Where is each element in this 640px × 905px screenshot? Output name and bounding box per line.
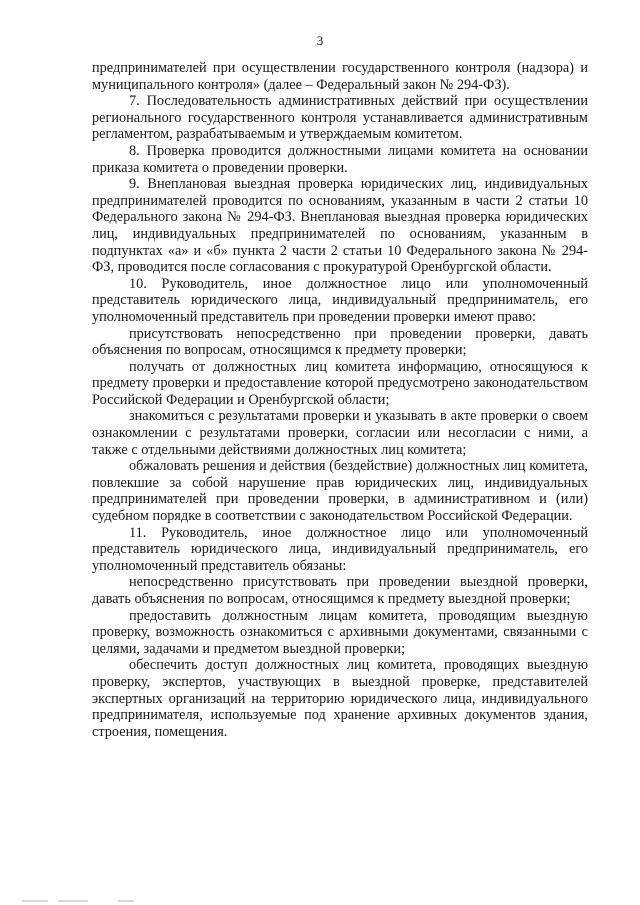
paragraph-item-11-duty-1: непосредственно присутствовать при проведении выездной проверки, давать объяснения по вопросам, относящимся к предмету выездной проверки;: [92, 574, 588, 607]
scan-artifact: [22, 900, 48, 902]
paragraph-item-11: 11. Руководитель, иное должностное лицо или уполномоченный представитель юридического лица, индивидуальный предприниматель, его уполномоченный представитель обязаны:: [92, 524, 588, 574]
document-body: [92, 60, 588, 740]
paragraph-item-10: 10. Руководитель, иное должностное лицо или уполномоченный представитель юридического лица, индивидуальный предприниматель, его уполномоченный представитель при проведении проверки имеют право:: [92, 275, 588, 325]
paragraph-item-10-right-2: получать от должностных лиц комитета информацию, относящуюся к предмету проверки и предоставление которой предусмотрено законодательством Российской Федерации и Оренбургской области;: [92, 358, 588, 408]
paragraph-item-10-right-1: присутствовать непосредственно при проведении проверки, давать объяснения по вопросам, относящимся к предмету проверки;: [92, 325, 588, 359]
paragraph-continuation: предпринимателей при осуществлении государственного контроля (надзора) и муниципального контроля» (далее – Федеральный закон № 294-ФЗ).: [92, 60, 588, 93]
paragraph-item-10-right-4: обжаловать решения и действия (бездействие) должностных лиц комитета, повлекшие за собой нарушение прав юридических лиц, индивидуальных предпринимателей при проведении проверки, в административном и (или) судебном порядке в соответствии с законодательством Российской Федерации.: [92, 458, 588, 525]
paragraph-item-11-duty-3: обеспечить доступ должностных лиц комитета, проводящих выездную проверку, экспертов, участвующих в выездной проверке, представителей экспертных организаций на территорию юридического лица, индивидуального предпринимателя, используемые под хранение архивных документов здания, строения, помещения.: [92, 657, 588, 740]
scan-artifact: [58, 900, 88, 902]
page-number: 3: [316, 33, 324, 48]
paragraph-item-8: 8. Проверка проводится должностными лицами комитета на основании приказа комитета о проведении проверки.: [92, 142, 588, 176]
paragraph-item-9: 9. Внеплановая выездная проверка юридических лиц, индивидуальных предпринимателей проводится по основаниям, указанным в части 2 статьи 10 Федерального закона № 294-ФЗ. Внеплановая выездная проверка юридических лиц, индивидуальных предпринимателей по основаниям, указанным в подпунктах «а» и «б» пункта 2 части 2 статьи 10 Федерального закона № 294-ФЗ, проводится после согласования с прокуратурой Оренбургской области.: [92, 176, 588, 276]
paragraph-item-11-duty-2: предоставить должностным лицам комитета, проводящим выездную проверку, возможность ознакомиться с архивными документами, связанными с целями, задачами и предметом выездной проверки;: [92, 607, 588, 657]
paragraph-item-10-right-3: знакомиться с результатами проверки и указывать в акте проверки о своем ознакомлении с результатами проверки, согласии или несогласии с ними, а также с отдельными действиями должностных лиц комитета;: [92, 408, 588, 458]
paragraph-item-7: 7. Последовательность административных действий при осуществлении регионального государственного контроля устанавливается административным регламентом, разрабатываемым и утверждаемым комитетом.: [92, 93, 588, 143]
scan-artifact: [118, 900, 134, 902]
